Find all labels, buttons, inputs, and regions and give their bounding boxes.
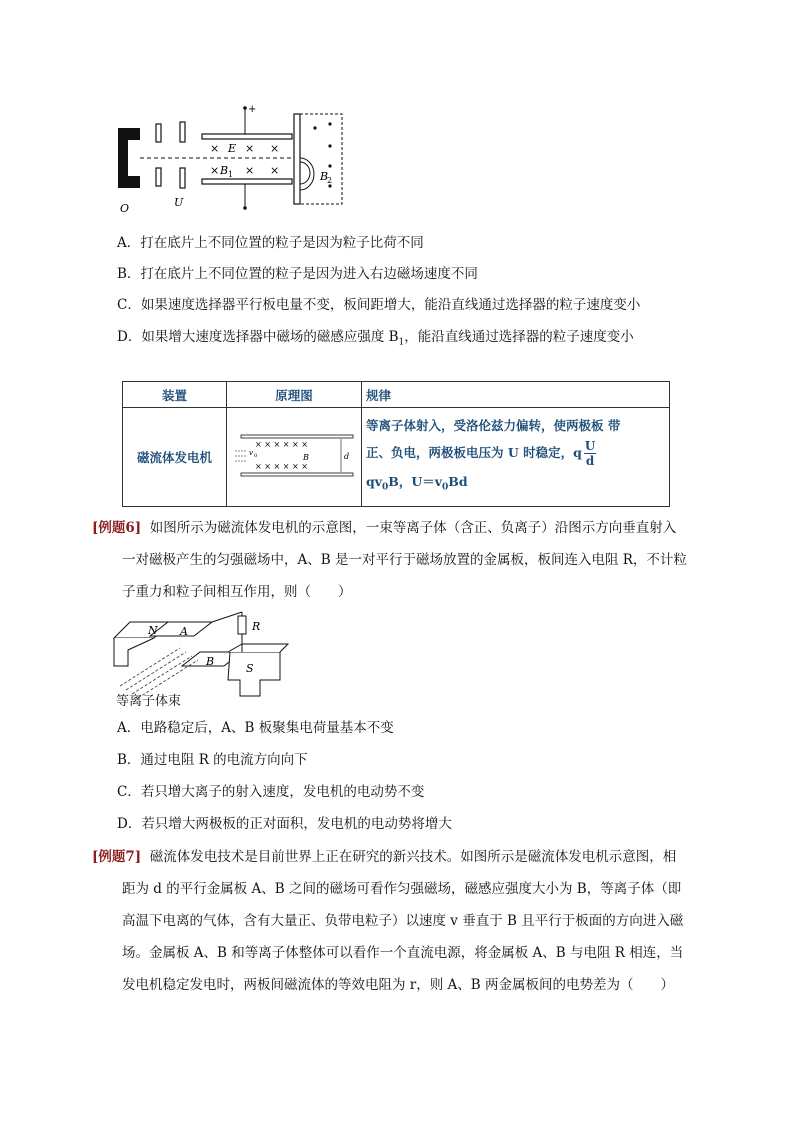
field-B2-label: B <box>320 170 329 183</box>
b-label: B <box>303 452 309 462</box>
d-label: d <box>344 451 350 461</box>
cross: × <box>245 164 255 177</box>
field-B1-sub: 1 <box>228 170 234 179</box>
example-6: [例题6] 如图所示为磁流体发电机的示意图，一束等离子体（含正、负离子）沿图示方向垂直射入 一对磁极产生的匀强磁场中，A、B 是一对平行于磁场放置的金属板，板间连入电阻 R，不计粒 子重力和粒子间相互作用，则（ ） <box>92 520 687 600</box>
pole-S-label: S <box>246 662 254 675</box>
svg-text:× × × × × ×: × × × × × × <box>255 461 308 471</box>
ex6-option-d: D．若只增大两极板的正对面积，发电机的电动势将增大 <box>117 816 452 832</box>
example-7-label: [例题7] <box>92 849 142 865</box>
device-name: 磁流体发电机 <box>123 408 227 507</box>
header-device: 装置 <box>123 382 227 408</box>
ex6-option-a: A．电路稳定后，A、B 板聚集电荷量基本不变 <box>117 720 394 736</box>
cross: × <box>245 142 255 155</box>
cross: × <box>210 164 220 177</box>
rule-text: 等离子体射入，受洛伦兹力偏转，使两极板 带 正、负电，两极板电压为 U 时稳定，q $\frac{U}{d}$ $qv_0B$，$U=v_0Bd$ <box>362 408 670 507</box>
plus-label: + <box>248 104 257 115</box>
ex6-option-b: B．通过电阻 R 的电流方向向下 <box>117 752 308 768</box>
field-B2-sub: 2 <box>327 176 333 185</box>
pole-N-label: N <box>148 624 158 637</box>
mhd-principle-diagram <box>233 431 355 481</box>
cross: × <box>210 142 220 155</box>
header-rule: 规律 <box>362 382 670 408</box>
cross: × <box>270 164 280 177</box>
example-6-label: [例题6] <box>92 520 142 536</box>
v0-sub: 0 <box>254 452 258 459</box>
cross: × <box>270 142 280 155</box>
v0-label: v <box>249 448 253 457</box>
prev-option-b: B．打在底片上不同位置的粒子是因为进入右边磁场速度不同 <box>117 266 478 282</box>
header-diagram: 原理图 <box>227 382 362 408</box>
ex6-option-c: C．若只增大离子的射入速度，发电机的电动势不变 <box>117 784 425 800</box>
svg-text:× × × × × ×: × × × × × × <box>255 439 308 449</box>
mass-spectrometer-figure <box>110 100 350 220</box>
plate-A-label: A <box>180 625 188 638</box>
point-O-label: O <box>120 202 130 215</box>
summary-table <box>122 381 670 507</box>
resistor-R-label: R <box>252 620 261 633</box>
voltage-U-label: U <box>174 196 184 209</box>
prev-option-a: A．打在底片上不同位置的粒子是因为粒子比荷不同 <box>117 235 424 251</box>
example-7: [例题7] 磁流体发电技术是目前世界上正在研究的新兴技术。如图所示是磁流体发电机示意图，相 距为 d 的平行金属板 A、B 之间的磁场可看作匀强磁场，磁感应强度大小为 B，等离子体（即 高温下电离的气体，含有大量正、负带电粒子）以速度 v 垂直于 B 且平行于板面的方向进入磁 场。金属板 A、B 和等离子体整体可以看作一个直流电源，将金属板 A、B 与电阻 R 相连，当 发电机稳定发电时，两板间磁流体的等效电阻为 r，则 A、B 两金属板间的电势差为（ ） <box>92 849 684 993</box>
field-B1-label: B <box>220 164 229 177</box>
prev-option-d: D．如果增大速度选择器中磁场的磁感应强度 $B_1$，能沿直线通过选择器的粒子速度变小 <box>117 329 634 348</box>
u-over-d-fraction: $\frac{U}{d}$ <box>584 439 596 469</box>
prev-option-c: C．如果速度选择器平行板电量不变，板间距增大，能沿直线通过选择器的粒子速度变小 <box>117 297 641 313</box>
field-E-label: E <box>228 142 237 155</box>
plate-B-label: B <box>206 655 215 668</box>
plasma-beam-label: 等离子体束 <box>116 694 182 709</box>
